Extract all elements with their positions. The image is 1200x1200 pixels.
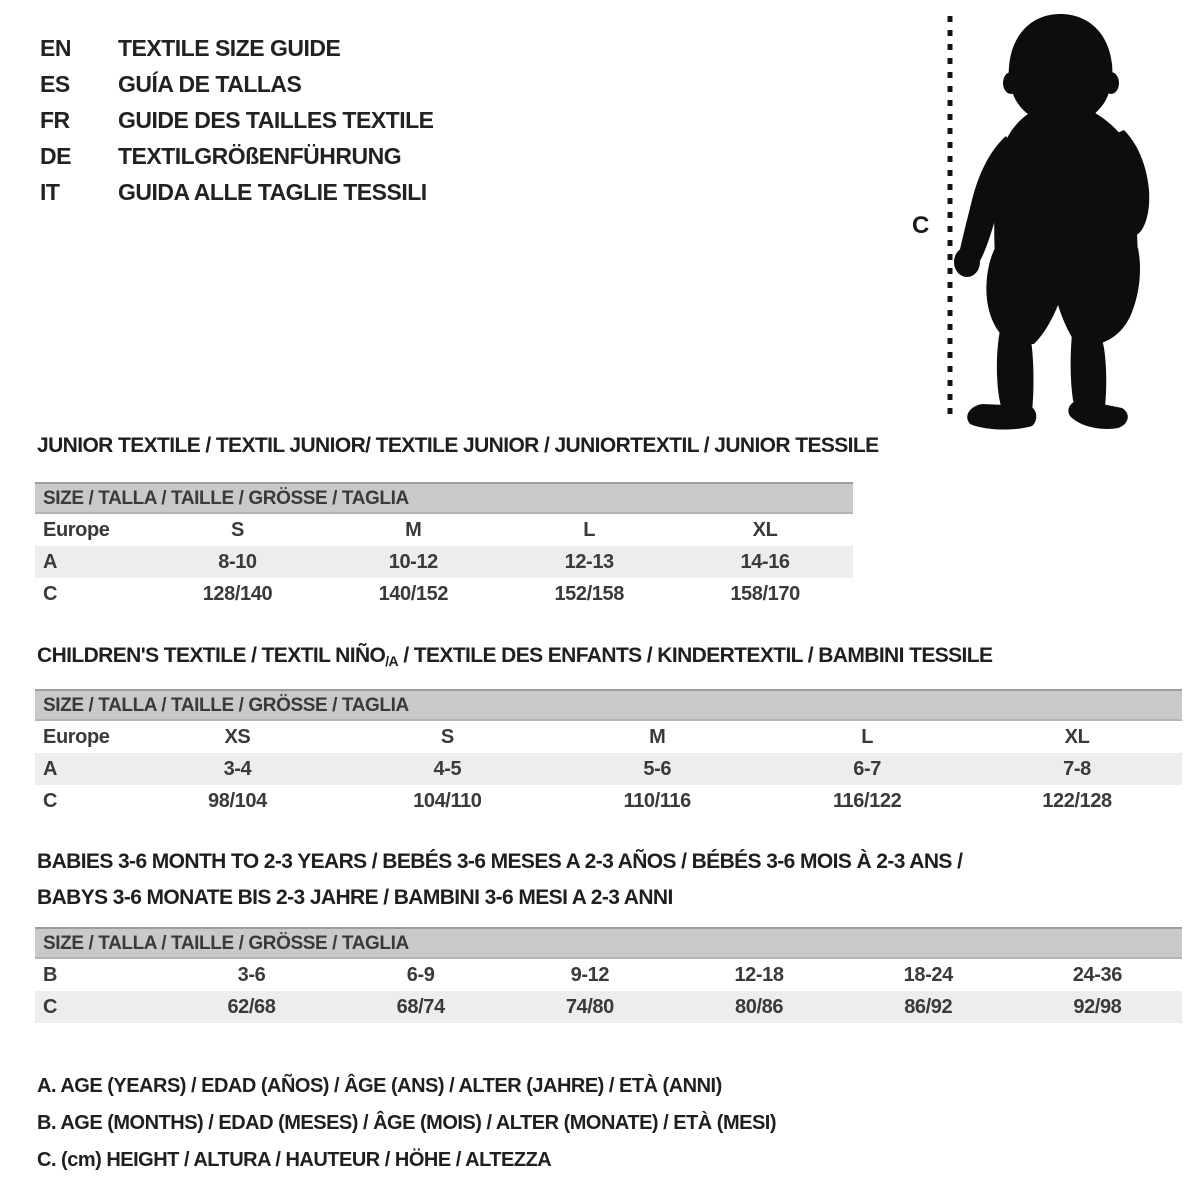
size-cell: S [230,518,244,541]
age-cell: 18-24 [903,963,953,986]
children-title-sub: /A [385,653,399,669]
language-code: IT [40,178,60,205]
table-row-age-years [35,546,853,578]
children-size-table [35,689,1182,817]
guide-title-it: GUIDA ALLE TAGLIE TESSILI [118,178,427,205]
age-cell: 24-36 [1072,963,1122,986]
height-cell: 74/80 [565,995,614,1018]
height-cell: 140/152 [378,582,449,605]
guide-title-fr: GUIDE DES TAILLES TEXTILE [118,106,434,133]
height-cell: 158/170 [730,582,800,605]
legend-line-b: B. AGE (MONTHS) / EDAD (MESES) / ÂGE (MOIS) / ALTER (MONATE) / ETÀ (MESI) [37,1112,777,1134]
age-cell: 6-7 [853,757,881,780]
size-cell: XS [224,725,251,748]
row-label: Europe [43,518,110,541]
age-cell: 7-8 [1063,757,1091,780]
babies-size-table [35,927,1182,1023]
junior-section-title: JUNIOR TEXTILE / TEXTIL JUNIOR/ TEXTILE JUNIOR / JUNIORTEXTIL / JUNIOR TESSILE [37,434,879,457]
size-cell: S [440,725,454,748]
table-row-height-cm [35,578,853,610]
height-cell: 86/92 [904,995,953,1018]
children-title-suffix: / TEXTILE DES ENFANTS / KINDERTEXTIL / BAMBINI TESSILE [398,644,993,667]
height-cell: 128/140 [202,582,273,605]
size-cell: M [405,518,422,541]
measure-legend [37,1068,776,1179]
age-cell: 5-6 [643,757,672,780]
age-cell: 8-10 [218,550,257,573]
legend-line-a: A. AGE (YEARS) / EDAD (AÑOS) / ÂGE (ANS) / ALTER (JAHRE) / ETÀ (ANNI) [37,1075,722,1097]
age-cell: 12-18 [734,963,784,986]
size-cell: L [583,518,596,541]
guide-title-es: GUÍA DE TALLAS [118,70,302,97]
children-section-title [37,644,992,669]
row-label: C [43,789,58,812]
height-cell: 68/74 [396,995,445,1018]
row-label: A [43,550,58,573]
size-cell: M [649,725,666,748]
height-label-c: C [912,212,930,239]
height-cell: 98/104 [208,789,267,812]
height-cell: 92/98 [1073,995,1122,1018]
height-cell: 62/68 [227,995,276,1018]
table-row-europe [35,514,853,546]
size-header-bar: SIZE / TALLA / TAILLE / GRÖSSE / TAGLIA [35,482,853,514]
row-label: C [43,995,58,1018]
row-label: B [43,963,58,986]
language-code: ES [40,70,70,97]
table-row-age-years [35,753,1182,785]
height-cell: 80/86 [735,995,784,1018]
age-cell: 3-4 [223,757,252,780]
size-cell: XL [752,518,778,541]
age-cell: 3-6 [237,963,266,986]
age-cell: 10-12 [388,550,438,573]
children-title-prefix: CHILDREN'S TEXTILE / TEXTIL NIÑO [37,644,386,667]
height-cell: 104/110 [413,789,482,812]
height-cell: 122/128 [1042,789,1112,812]
table-row-height-cm [35,991,1182,1023]
height-measure-figure [900,0,1200,440]
language-code: FR [40,106,70,133]
size-header-bar: SIZE / TALLA / TAILLE / GRÖSSE / TAGLIA [35,689,1182,721]
age-cell: 12-13 [564,550,614,573]
height-cell: 110/116 [623,789,691,812]
guide-title-en: TEXTILE SIZE GUIDE [118,34,341,61]
language-row-fr [40,102,434,138]
row-label: C [43,582,58,605]
height-cell: 152/158 [554,582,624,605]
language-row-it [40,174,434,210]
language-code: DE [40,142,71,169]
size-header-bar: SIZE / TALLA / TAILLE / GRÖSSE / TAGLIA [35,927,1182,959]
language-code: EN [40,34,71,61]
legend-line-c: C. (cm) HEIGHT / ALTURA / HAUTEUR / HÖHE / ALTEZZA [37,1149,552,1171]
language-row-en [40,30,434,66]
age-cell: 9-12 [570,963,610,986]
babies-section-title-line1: BABIES 3-6 MONTH TO 2-3 YEARS / BEBÉS 3-6 MESES A 2-3 AÑOS / BÉBÉS 3-6 MOIS À 2-3 ANS / [37,850,963,873]
guide-title-de: TEXTILGRÖßENFÜHRUNG [118,142,402,169]
toddler-silhouette-icon [900,0,1200,440]
size-cell: XL [1064,725,1090,748]
table-row-height-cm [35,785,1182,817]
row-label: A [43,757,58,780]
junior-size-table [35,482,853,610]
table-row-europe [35,721,1182,753]
row-label: Europe [43,725,110,748]
age-cell: 14-16 [740,550,790,573]
table-row-age-months [35,959,1182,991]
language-title-list [40,30,434,210]
language-row-es [40,66,434,102]
age-cell: 6-9 [406,963,435,986]
age-cell: 4-5 [433,757,462,780]
height-cell: 116/122 [832,789,902,812]
language-row-de [40,138,434,174]
size-cell: L [861,725,874,748]
babies-section-title-line2: BABYS 3-6 MONATE BIS 2-3 JAHRE / BAMBINI 3-6 MESI A 2-3 ANNI [37,886,673,909]
